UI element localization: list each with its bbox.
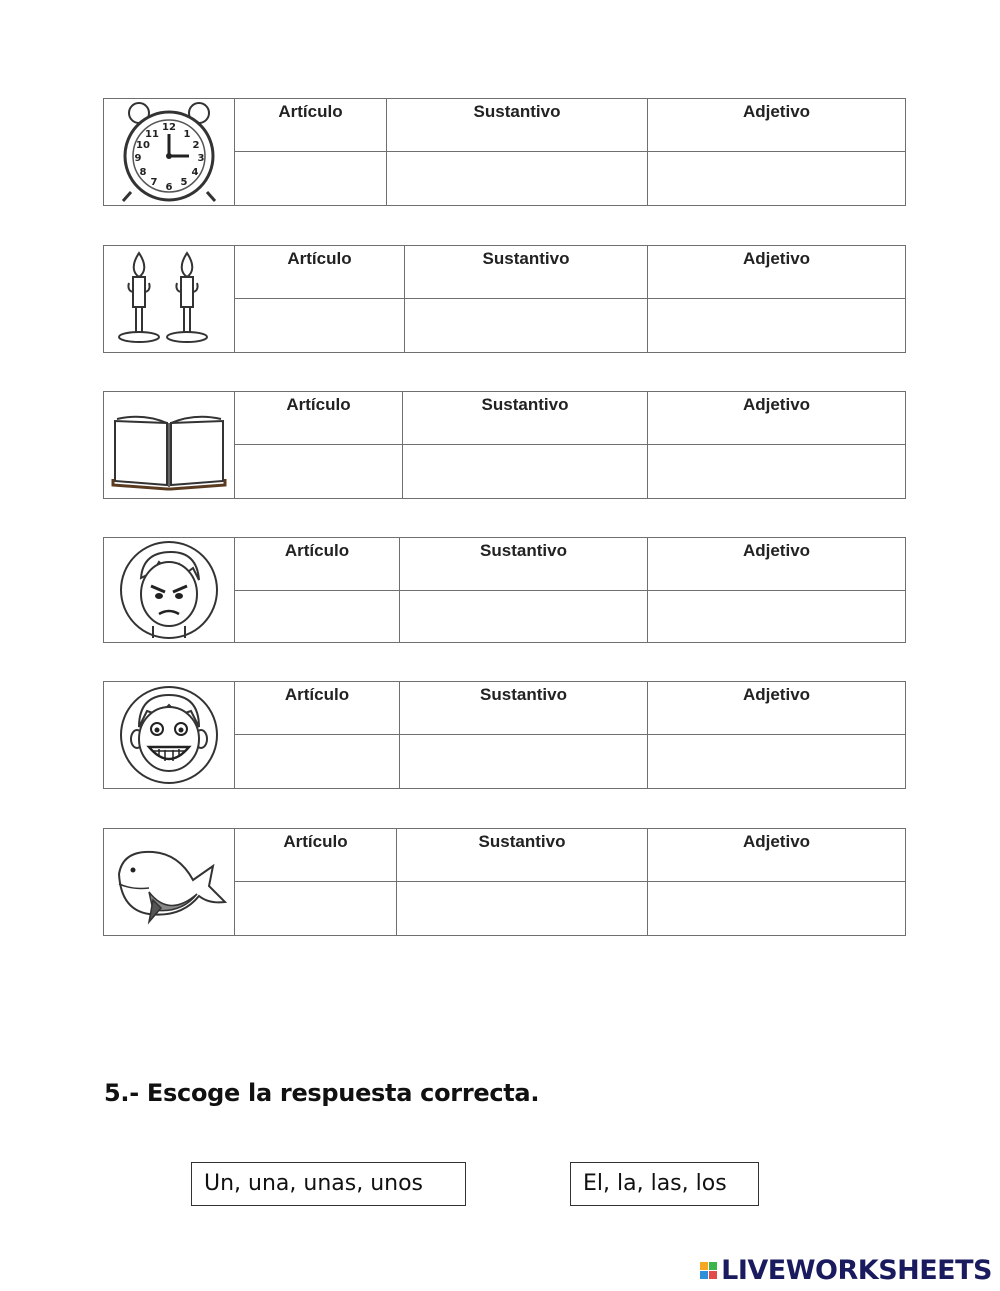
picture-cell [104,246,235,352]
header-adjetivo: Adjetivo [648,829,905,882]
liveworksheets-logo [700,1255,992,1286]
answer-adjetivo[interactable] [648,152,905,205]
answer-sustantivo[interactable] [387,152,647,205]
section-5-title: 5.- Escoge la respuesta correcta. [104,1079,540,1107]
picture-cell [104,682,235,788]
header-sustantivo: Sustantivo [403,392,647,445]
worksheet-row [103,681,906,789]
svg-text:7: 7 [150,177,158,188]
worksheet-row [103,828,906,936]
header-sustantivo: Sustantivo [400,682,647,735]
answer-articulo[interactable] [235,591,399,642]
answer-sustantivo[interactable] [403,445,647,498]
answer-adjetivo[interactable] [648,445,905,498]
whale-icon [109,830,229,934]
answer-adjetivo[interactable] [648,882,905,935]
worksheet-row [103,391,906,499]
header-adjetivo: Adjetivo [648,246,905,299]
answer-articulo[interactable] [235,735,399,788]
header-adjetivo: Adjetivo [648,538,905,591]
header-adjetivo: Adjetivo [648,392,905,445]
picture-cell [104,99,235,205]
alarm-clock-icon [109,100,229,204]
answer-articulo[interactable] [235,445,402,498]
svg-text:12: 12 [162,122,176,133]
svg-text:4: 4 [191,167,199,178]
logo-mark-icon [700,1262,717,1279]
svg-text:3: 3 [197,153,205,164]
header-sustantivo: Sustantivo [405,246,647,299]
picture-cell [104,392,235,498]
answer-sustantivo[interactable] [400,591,647,642]
header-sustantivo: Sustantivo [397,829,647,882]
header-adjetivo: Adjetivo [648,682,905,735]
header-articulo: Artículo [235,538,399,591]
worksheet-row [103,245,906,353]
svg-text:6: 6 [165,182,173,193]
header-articulo: Artículo [235,392,402,445]
answer-sustantivo[interactable] [405,299,647,352]
header-sustantivo: Sustantivo [387,99,647,152]
candles-icon [109,247,229,351]
grinning-boy-icon [109,683,229,787]
header-articulo: Artículo [235,246,404,299]
answer-articulo[interactable] [235,299,404,352]
picture-cell [104,538,235,642]
worksheet-row [103,537,906,643]
header-articulo: Artículo [235,829,396,882]
answer-sustantivo[interactable] [400,735,647,788]
answer-adjetivo[interactable] [648,735,905,788]
svg-text:1: 1 [183,129,191,140]
header-articulo: Artículo [235,99,386,152]
header-adjetivo: Adjetivo [648,99,905,152]
header-sustantivo: Sustantivo [400,538,647,591]
svg-text:9: 9 [134,153,142,164]
svg-text:10: 10 [136,140,150,151]
answer-adjetivo[interactable] [648,591,905,642]
brand-name: LIVEWORKSHEETS [721,1255,992,1286]
header-articulo: Artículo [235,682,399,735]
answer-articulo[interactable] [235,152,386,205]
picture-cell [104,829,235,935]
svg-text:11: 11 [145,129,159,140]
option-definite-articles[interactable]: El, la, las, los [570,1162,759,1206]
worksheet-row [103,98,906,206]
answer-adjetivo[interactable] [648,299,905,352]
svg-text:2: 2 [192,140,200,151]
svg-text:5: 5 [180,177,188,188]
open-book-icon [109,393,229,497]
answer-articulo[interactable] [235,882,396,935]
answer-sustantivo[interactable] [397,882,647,935]
option-indefinite-articles[interactable]: Un, una, unas, unos [191,1162,466,1206]
svg-text:8: 8 [139,167,147,178]
angry-boy-icon [109,538,229,642]
